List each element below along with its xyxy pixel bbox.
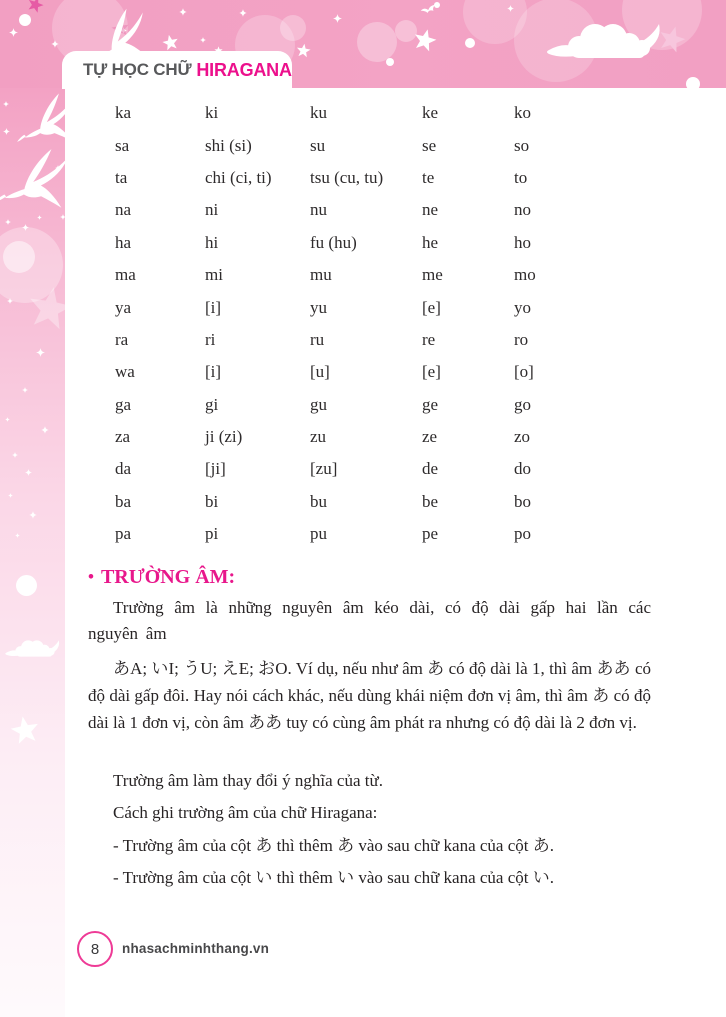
kana-cell: so bbox=[514, 135, 530, 155]
paragraph-rule-i-column: - Trường âm của cột い thì thêm い vào sau chữ kana của cột い. bbox=[113, 868, 554, 887]
kana-cell: tsu (cu, tu) bbox=[310, 167, 384, 187]
cloud-icon bbox=[4, 637, 62, 659]
kana-table-row bbox=[115, 518, 680, 550]
kana-table-row bbox=[115, 227, 680, 259]
kana-cell: ka bbox=[115, 103, 132, 123]
dot-icon bbox=[16, 575, 37, 596]
kana-cell: na bbox=[115, 200, 132, 220]
kana-cell: chi (ci, ti) bbox=[205, 167, 272, 187]
bullet-marker: • bbox=[88, 567, 94, 586]
kana-cell: bu bbox=[310, 491, 327, 511]
kana-cell: ki bbox=[205, 103, 219, 123]
kana-table-row bbox=[115, 291, 680, 323]
bokeh-circle bbox=[357, 22, 397, 62]
kana-romaji-table bbox=[115, 97, 680, 550]
paragraph-rule-a-column: - Trường âm của cột あ thì thêm あ vào sau chữ kana của cột あ. bbox=[113, 836, 554, 855]
sparkle-icon bbox=[3, 101, 9, 107]
bokeh-circle bbox=[280, 15, 306, 41]
header-title-label: HIRAGANA bbox=[196, 59, 292, 80]
sparkle-icon bbox=[179, 8, 187, 16]
kana-table-row bbox=[115, 162, 680, 194]
kana-cell: [zu] bbox=[310, 459, 338, 479]
kana-cell: pa bbox=[115, 524, 132, 544]
kana-cell: [ji] bbox=[205, 459, 226, 479]
kana-table-row bbox=[115, 453, 680, 485]
dot-icon bbox=[686, 77, 700, 91]
kana-table-row bbox=[115, 421, 680, 453]
page-number: 8 bbox=[90, 940, 100, 958]
kana-cell: sa bbox=[115, 135, 130, 155]
sparkle-icon bbox=[51, 40, 59, 48]
paragraph-long-vowel-definition: Trường âm là những nguyên âm kéo dài, có độ dài gấp hai lần các nguyên âm bbox=[88, 598, 651, 643]
publisher-website: nhasachminhthang.vn bbox=[122, 941, 270, 956]
kana-cell: pe bbox=[422, 524, 439, 544]
kana-table-row bbox=[115, 259, 680, 291]
sparkle-icon bbox=[9, 28, 18, 37]
kana-table-row bbox=[115, 324, 680, 356]
star-icon bbox=[295, 42, 312, 59]
sparkle-icon bbox=[60, 214, 65, 220]
bird-icon bbox=[420, 4, 438, 16]
kana-cell: [i] bbox=[205, 362, 222, 382]
header-prefix-label: TỰ HỌC CHỮ bbox=[83, 60, 192, 79]
kana-cell: no bbox=[514, 200, 531, 220]
kana-cell: ba bbox=[115, 491, 132, 511]
cloud-icon bbox=[545, 17, 665, 63]
kana-cell: pu bbox=[310, 524, 327, 544]
dot-icon bbox=[465, 38, 475, 48]
kana-cell: nu bbox=[310, 200, 327, 220]
left-border-band bbox=[0, 88, 65, 1017]
kana-cell: gu bbox=[310, 394, 327, 414]
sparkle-icon bbox=[36, 348, 45, 357]
kana-cell: ge bbox=[422, 394, 439, 414]
kana-cell: yo bbox=[514, 297, 531, 317]
sparkle-icon bbox=[5, 219, 11, 225]
kana-cell: wa bbox=[115, 362, 135, 382]
kana-cell: ko bbox=[514, 103, 531, 123]
kana-cell: da bbox=[115, 459, 132, 479]
kana-cell: ke bbox=[422, 103, 439, 123]
star-icon bbox=[23, 281, 65, 334]
kana-cell: ra bbox=[115, 329, 129, 349]
dot-icon bbox=[19, 14, 31, 26]
kana-cell: ga bbox=[115, 394, 132, 414]
crane-icon bbox=[0, 137, 65, 225]
page-header-tab bbox=[62, 51, 292, 89]
kana-cell: ha bbox=[115, 232, 132, 252]
kana-cell: ta bbox=[115, 167, 128, 187]
kana-cell: mi bbox=[205, 265, 223, 285]
sparkle-icon bbox=[8, 493, 13, 498]
kana-cell: bo bbox=[514, 491, 531, 511]
kana-cell: [e] bbox=[422, 297, 441, 317]
page-number-badge bbox=[77, 931, 113, 967]
section-header bbox=[88, 563, 235, 591]
kana-cell: ku bbox=[310, 103, 327, 123]
sparkle-icon bbox=[507, 5, 514, 12]
kana-cell: ni bbox=[205, 200, 219, 220]
star-icon bbox=[410, 25, 439, 54]
sparkle-icon bbox=[15, 533, 20, 538]
kana-cell: me bbox=[422, 265, 443, 285]
sparkle-icon bbox=[25, 469, 32, 476]
kana-cell: ro bbox=[514, 329, 529, 349]
kana-cell: te bbox=[422, 167, 435, 187]
kana-cell: bi bbox=[205, 491, 219, 511]
sparkle-icon bbox=[7, 298, 13, 304]
kana-table-row bbox=[115, 356, 680, 388]
kana-cell: po bbox=[514, 524, 531, 544]
kana-cell: ma bbox=[115, 265, 136, 285]
kana-cell: ho bbox=[514, 232, 531, 252]
kana-cell: gi bbox=[205, 394, 219, 414]
kana-cell: [u] bbox=[310, 362, 330, 382]
section-title: TRƯỜNG ÂM: bbox=[100, 566, 236, 588]
kana-cell: be bbox=[422, 491, 439, 511]
kana-cell: se bbox=[422, 135, 437, 155]
kana-cell: za bbox=[115, 427, 131, 447]
kana-cell: hi bbox=[205, 232, 219, 252]
kana-cell: mo bbox=[514, 265, 536, 285]
kana-cell: [i] bbox=[205, 297, 222, 317]
kana-cell: yu bbox=[310, 297, 327, 317]
kana-cell: he bbox=[422, 232, 439, 252]
kana-cell: go bbox=[514, 394, 531, 414]
kana-cell: su bbox=[310, 135, 326, 155]
sparkle-icon bbox=[29, 511, 37, 519]
kana-cell: ji (zi) bbox=[205, 427, 243, 447]
sparkle-icon bbox=[200, 37, 206, 43]
kana-table-row bbox=[115, 194, 680, 226]
kana-cell: to bbox=[514, 167, 528, 187]
paragraph-how-to-write: Cách ghi trường âm của chữ Hiragana: bbox=[113, 803, 378, 822]
kana-cell: ne bbox=[422, 200, 439, 220]
kana-table-row bbox=[115, 486, 680, 518]
kana-cell: ru bbox=[310, 329, 325, 349]
kana-cell: mu bbox=[310, 265, 332, 285]
sparkle-icon bbox=[55, 165, 61, 171]
kana-table-row bbox=[115, 129, 680, 161]
sparkle-icon bbox=[22, 387, 28, 393]
star-icon bbox=[160, 32, 180, 52]
sparkle-icon bbox=[37, 215, 42, 220]
bokeh-circle bbox=[3, 241, 35, 273]
star-icon bbox=[25, 0, 47, 15]
kana-cell: pi bbox=[205, 524, 219, 544]
kana-cell: [e] bbox=[422, 362, 441, 382]
kana-cell: [o] bbox=[514, 362, 534, 382]
kana-cell: de bbox=[422, 459, 439, 479]
paragraph-meaning-change: Trường âm làm thay đổi ý nghĩa của từ. bbox=[113, 771, 383, 790]
kana-table-row bbox=[115, 389, 680, 421]
kana-cell: re bbox=[422, 329, 436, 349]
star-icon bbox=[8, 713, 43, 748]
kana-cell: zu bbox=[310, 427, 327, 447]
dot-icon bbox=[386, 58, 394, 66]
sparkle-icon bbox=[333, 14, 342, 23]
kana-cell: fu (hu) bbox=[310, 232, 357, 252]
kana-table-row bbox=[115, 97, 680, 129]
kana-cell: zo bbox=[514, 427, 531, 447]
sparkle-icon bbox=[5, 417, 10, 422]
kana-cell: do bbox=[514, 459, 531, 479]
paragraph-long-vowel-example: あA; いI; うU; えE; おO. Ví dụ, nếu như âm あ có độ dài là 1, thì âm ああ có độ dài gấp đôi. Hay nói cách khác, nếu dùng khái niệm đơn vị âm, thì âm あ có độ dài là 1 đơn vị, còn âm ああ tuy có cùng âm phát ra nhưng có độ dài là 2 đơn vị. bbox=[88, 659, 651, 733]
kana-cell: shi (si) bbox=[205, 135, 252, 155]
sparkle-icon bbox=[3, 128, 10, 135]
kana-cell: ya bbox=[115, 297, 132, 317]
sparkle-icon bbox=[239, 9, 247, 17]
sparkle-icon bbox=[12, 452, 18, 458]
kana-cell: ri bbox=[205, 329, 216, 349]
kana-cell: ze bbox=[422, 427, 438, 447]
sparkle-icon bbox=[41, 426, 49, 434]
